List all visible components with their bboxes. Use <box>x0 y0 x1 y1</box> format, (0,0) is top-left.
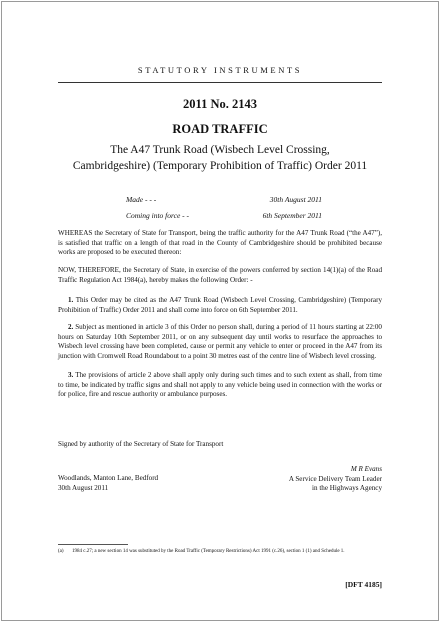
footnote-mark: (a) <box>58 549 64 554</box>
order-title-line1: The A47 Trunk Road (Wisbech Level Crossing, <box>110 144 330 156</box>
coming-into-force-label: Coming into force - - <box>126 211 190 220</box>
signatory-role-line1: A Service Delivery Team Leader <box>288 474 382 483</box>
series-header: STATUTORY INSTRUMENTS <box>137 65 303 75</box>
made-label: Made - - - <box>126 195 157 204</box>
footnote-rule <box>58 544 128 545</box>
order-title <box>42 143 398 174</box>
subject-heading: ROAD TRAFFIC <box>172 122 268 136</box>
now-therefore-paragraph: NOW, THEREFORE, the Secretary of State, in exercise of the powers conferred by section 14(1)(a) of the Road Traffic Regulation Act 1984(a), hereby makes the following Order: - <box>58 266 382 284</box>
signature-address: Woodlands, Manton Lane, Bedford <box>58 474 159 482</box>
department-reference: [DFT 4185] <box>345 580 382 589</box>
document-page <box>1 1 439 621</box>
signed-by-line: Signed by authority of the Secretary of State for Transport <box>58 440 224 448</box>
article-3 <box>58 371 382 400</box>
coming-into-force-date: 6th September 2011 <box>262 211 322 220</box>
signatory-name: M R Evans <box>350 465 382 473</box>
coming-into-force-row <box>126 211 322 227</box>
instrument-number: 2011 No. 2143 <box>183 97 257 111</box>
footnote-text: 1984 c.27; a new section 14 was substituted by the Road Traffic (Temporary Restrictions) Act 1991 (c.26), section 1 (1) and Schedule 1. <box>72 549 345 554</box>
article-2 <box>58 323 382 361</box>
article-1-text: This Order may be cited as the A47 Trunk Road (Wisbech Level Crossing, Cambridgeshire) (Temporary Prohibition of Traffic) Order 2011 and shall come into force on 6th September 2011. <box>58 296 382 314</box>
article-1 <box>58 296 382 315</box>
signature-address-block <box>58 474 158 493</box>
signatory-role-line2: in the Highways Agency <box>312 484 382 493</box>
made-date: 30th August 2011 <box>269 195 322 204</box>
article-2-number: 2. <box>68 323 74 331</box>
header-rule <box>58 82 382 83</box>
made-row <box>126 195 322 211</box>
article-2-text: Subject as mentioned in article 3 of this Order no person shall, during a period of 11 hours starting at 22:00 hours on Saturday 10th September 2011, or on any subsequent day until works to resurface the approaches to Wisbech level crossing have been completed, cause or permit any vehicle to enter or proceed in the A47 from its junction with Cromwell Road Roundabout to a point 30 metres east of the centre line of Wisbech level crossing. <box>58 323 382 360</box>
footnote <box>58 548 382 555</box>
dates-block <box>126 195 322 227</box>
article-1-number: 1. <box>68 296 74 304</box>
order-title-line2: Cambridgeshire) (Temporary Prohibition of Traffic) Order 2011 <box>72 159 368 172</box>
article-3-text: The provisions of article 2 above shall apply only during such times and to such extent as shall, from time to time, be indicated by traffic signs and shall not apply to any vehicle being used in connection with the works or for police, fire and rescue authority or ambulance purposes. <box>58 371 382 399</box>
signatory-block <box>289 465 382 494</box>
signature-date: 30th August 2011 <box>58 483 109 492</box>
whereas-paragraph: WHEREAS the Secretary of State for Transport, being the traffic authority for the A47 Trunk Road (“the A47”), is satisfied that traffic on a length of that road in the County of Cambridgeshire should be prohibited because works are proposed to be executed thereon: <box>58 229 382 257</box>
article-3-number: 3. <box>68 371 74 379</box>
